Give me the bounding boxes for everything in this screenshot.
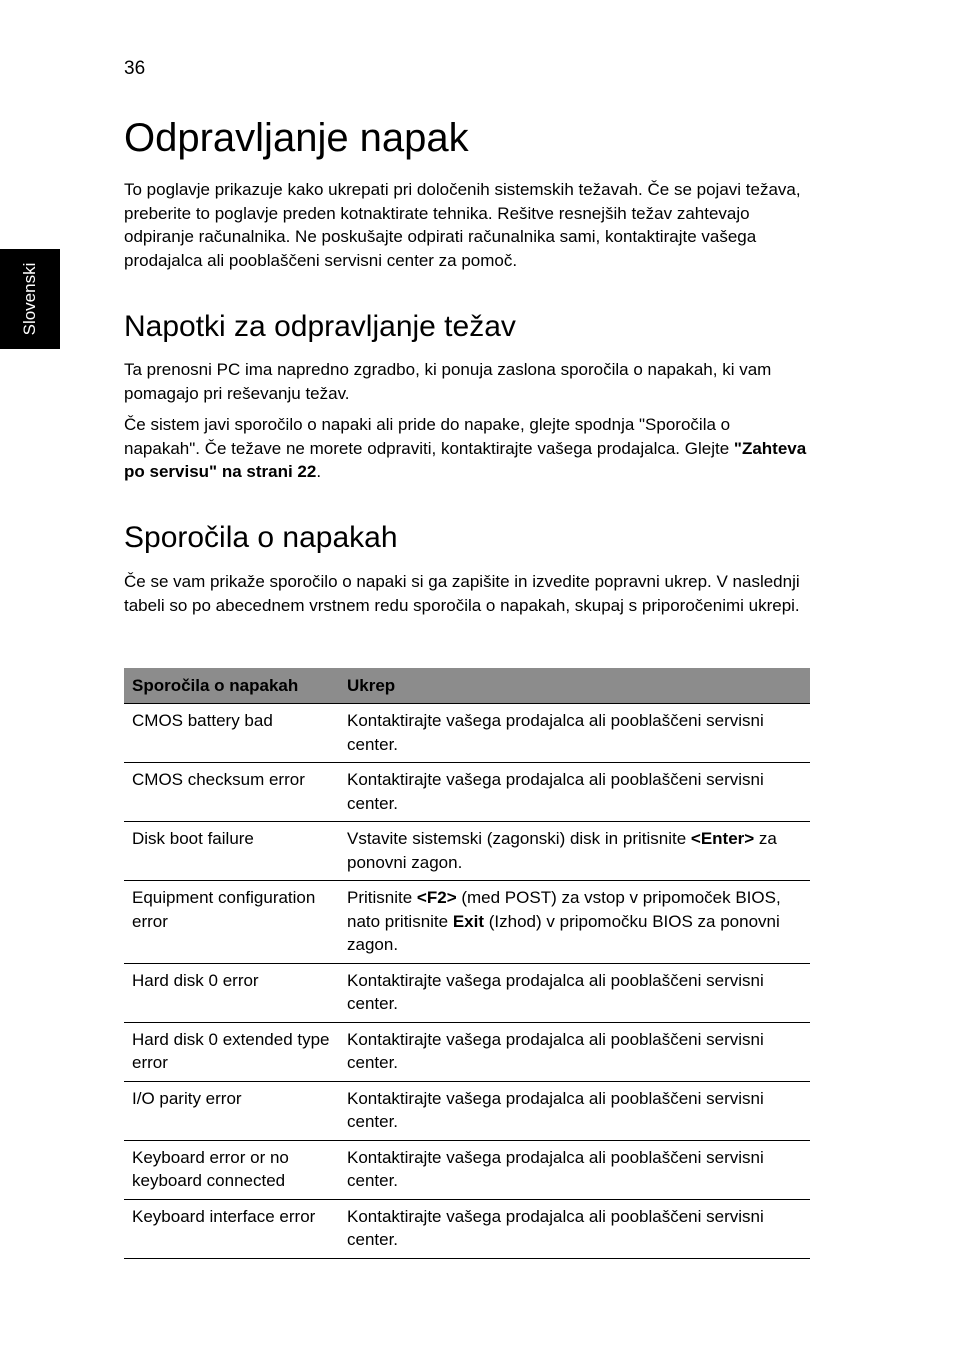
intro-paragraph: To poglavje prikazuje kako ukrepati pri določenih sistemskih težavah. Če se pojavi težava, preberite to poglavje preden kotnaktirate tehnika. Rešitve resnejših težav zahtevajo odpiranje računalnika. Ne poskušajte odpirati računalnika sami, kontaktirajte vašega prodajalca ali pooblaščeni servisni center za pomoč. xyxy=(124,180,801,270)
troubleshooting-paragraph-2 xyxy=(124,413,810,484)
table-row xyxy=(124,1199,810,1258)
error-messages-paragraph: Če se vam prikaže sporočilo o napaki si ga zapišite in izvedite popravni ukrep. V naslednji tabeli so po abecednem vrstnem redu sporočila o napakah, skupaj s priporočenimi ukrepi. xyxy=(124,572,800,615)
error-message-cell: Keyboard interface error xyxy=(124,1199,339,1258)
error-message-cell: Keyboard error or no keyboard connected xyxy=(124,1140,339,1199)
key-f2: <F2> xyxy=(416,888,457,907)
action-cell: Kontaktirajte vašega prodajalca ali pooblaščeni servisni center. xyxy=(339,963,810,1022)
action-cell: Kontaktirajte vašega prodajalca ali pooblaščeni servisni center. xyxy=(339,1022,810,1081)
page-title: Odpravljanje napak xyxy=(124,116,469,160)
action-text: (med POST) za vstop v pripomoček BIOS, nato pritisnite xyxy=(347,888,781,931)
paragraph-text: Če sistem javi sporočilo o napaki ali pride do napake, glejte spodnja "Sporočila o napakah". Če težave ne morete odpraviti, kontaktirajte vašega prodajalca. Glejte xyxy=(124,415,734,458)
language-side-tab-label: Slovenski xyxy=(20,262,39,336)
error-message-cell: Hard disk 0 error xyxy=(124,963,339,1022)
section-heading-troubleshooting-tips: Napotki za odpravljanje težav xyxy=(124,310,516,343)
table-row xyxy=(124,763,810,822)
table-row xyxy=(124,881,810,964)
error-message-cell: Equipment configuration error xyxy=(124,881,339,964)
action-text: za ponovni zagon. xyxy=(347,829,777,872)
page-number: 36 xyxy=(124,58,146,79)
section-heading-error-messages: Sporočila o napakah xyxy=(124,521,398,554)
table-row xyxy=(124,1022,810,1081)
table-row xyxy=(124,963,810,1022)
error-message-cell: CMOS battery bad xyxy=(124,704,339,763)
action-cell: Kontaktirajte vašega prodajalca ali pooblaščeni servisni center. xyxy=(339,1140,810,1199)
action-text: Pritisnite xyxy=(347,888,417,907)
action-cell: Kontaktirajte vašega prodajalca ali pooblaščeni servisni center. xyxy=(339,704,810,763)
key-enter: <Enter> xyxy=(690,829,755,848)
service-reference-link[interactable]: "Zahteva po servisu" na strani 22 xyxy=(124,438,807,481)
action-text: (Izhod) v pripomočku BIOS za ponovni zagon. xyxy=(347,911,780,954)
error-message-cell: Disk boot failure xyxy=(124,822,339,881)
action-cell: Kontaktirajte vašega prodajalca ali pooblaščeni servisni center. xyxy=(339,1199,810,1258)
action-text: Vstavite sistemski (zagonski) disk in pritisnite xyxy=(347,829,691,848)
table-row xyxy=(124,822,810,881)
language-side-tab xyxy=(0,249,60,349)
table-header-action: Ukrep xyxy=(339,668,810,704)
action-cell: Kontaktirajte vašega prodajalca ali pooblaščeni servisni center. xyxy=(339,763,810,822)
error-message-cell: I/O parity error xyxy=(124,1081,339,1140)
bios-exit-label: Exit xyxy=(452,911,485,931)
error-message-cell: CMOS checksum error xyxy=(124,763,339,822)
paragraph-text: . xyxy=(316,462,322,481)
table-row xyxy=(124,704,810,763)
action-cell xyxy=(339,881,810,964)
action-cell: Kontaktirajte vašega prodajalca ali pooblaščeni servisni center. xyxy=(339,1081,810,1140)
troubleshooting-paragraph-1: Ta prenosni PC ima napredno zgradbo, ki ponuja zaslona sporočila o napakah, ki vam pomagajo pri reševanju težav. xyxy=(124,360,772,403)
table-header-messages: Sporočila o napakah xyxy=(124,668,339,704)
table-header-row xyxy=(124,668,810,704)
table-row xyxy=(124,1140,810,1199)
table-row xyxy=(124,1081,810,1140)
error-message-cell: Hard disk 0 extended type error xyxy=(124,1022,339,1081)
error-messages-table xyxy=(124,668,810,1259)
action-cell xyxy=(339,822,810,881)
